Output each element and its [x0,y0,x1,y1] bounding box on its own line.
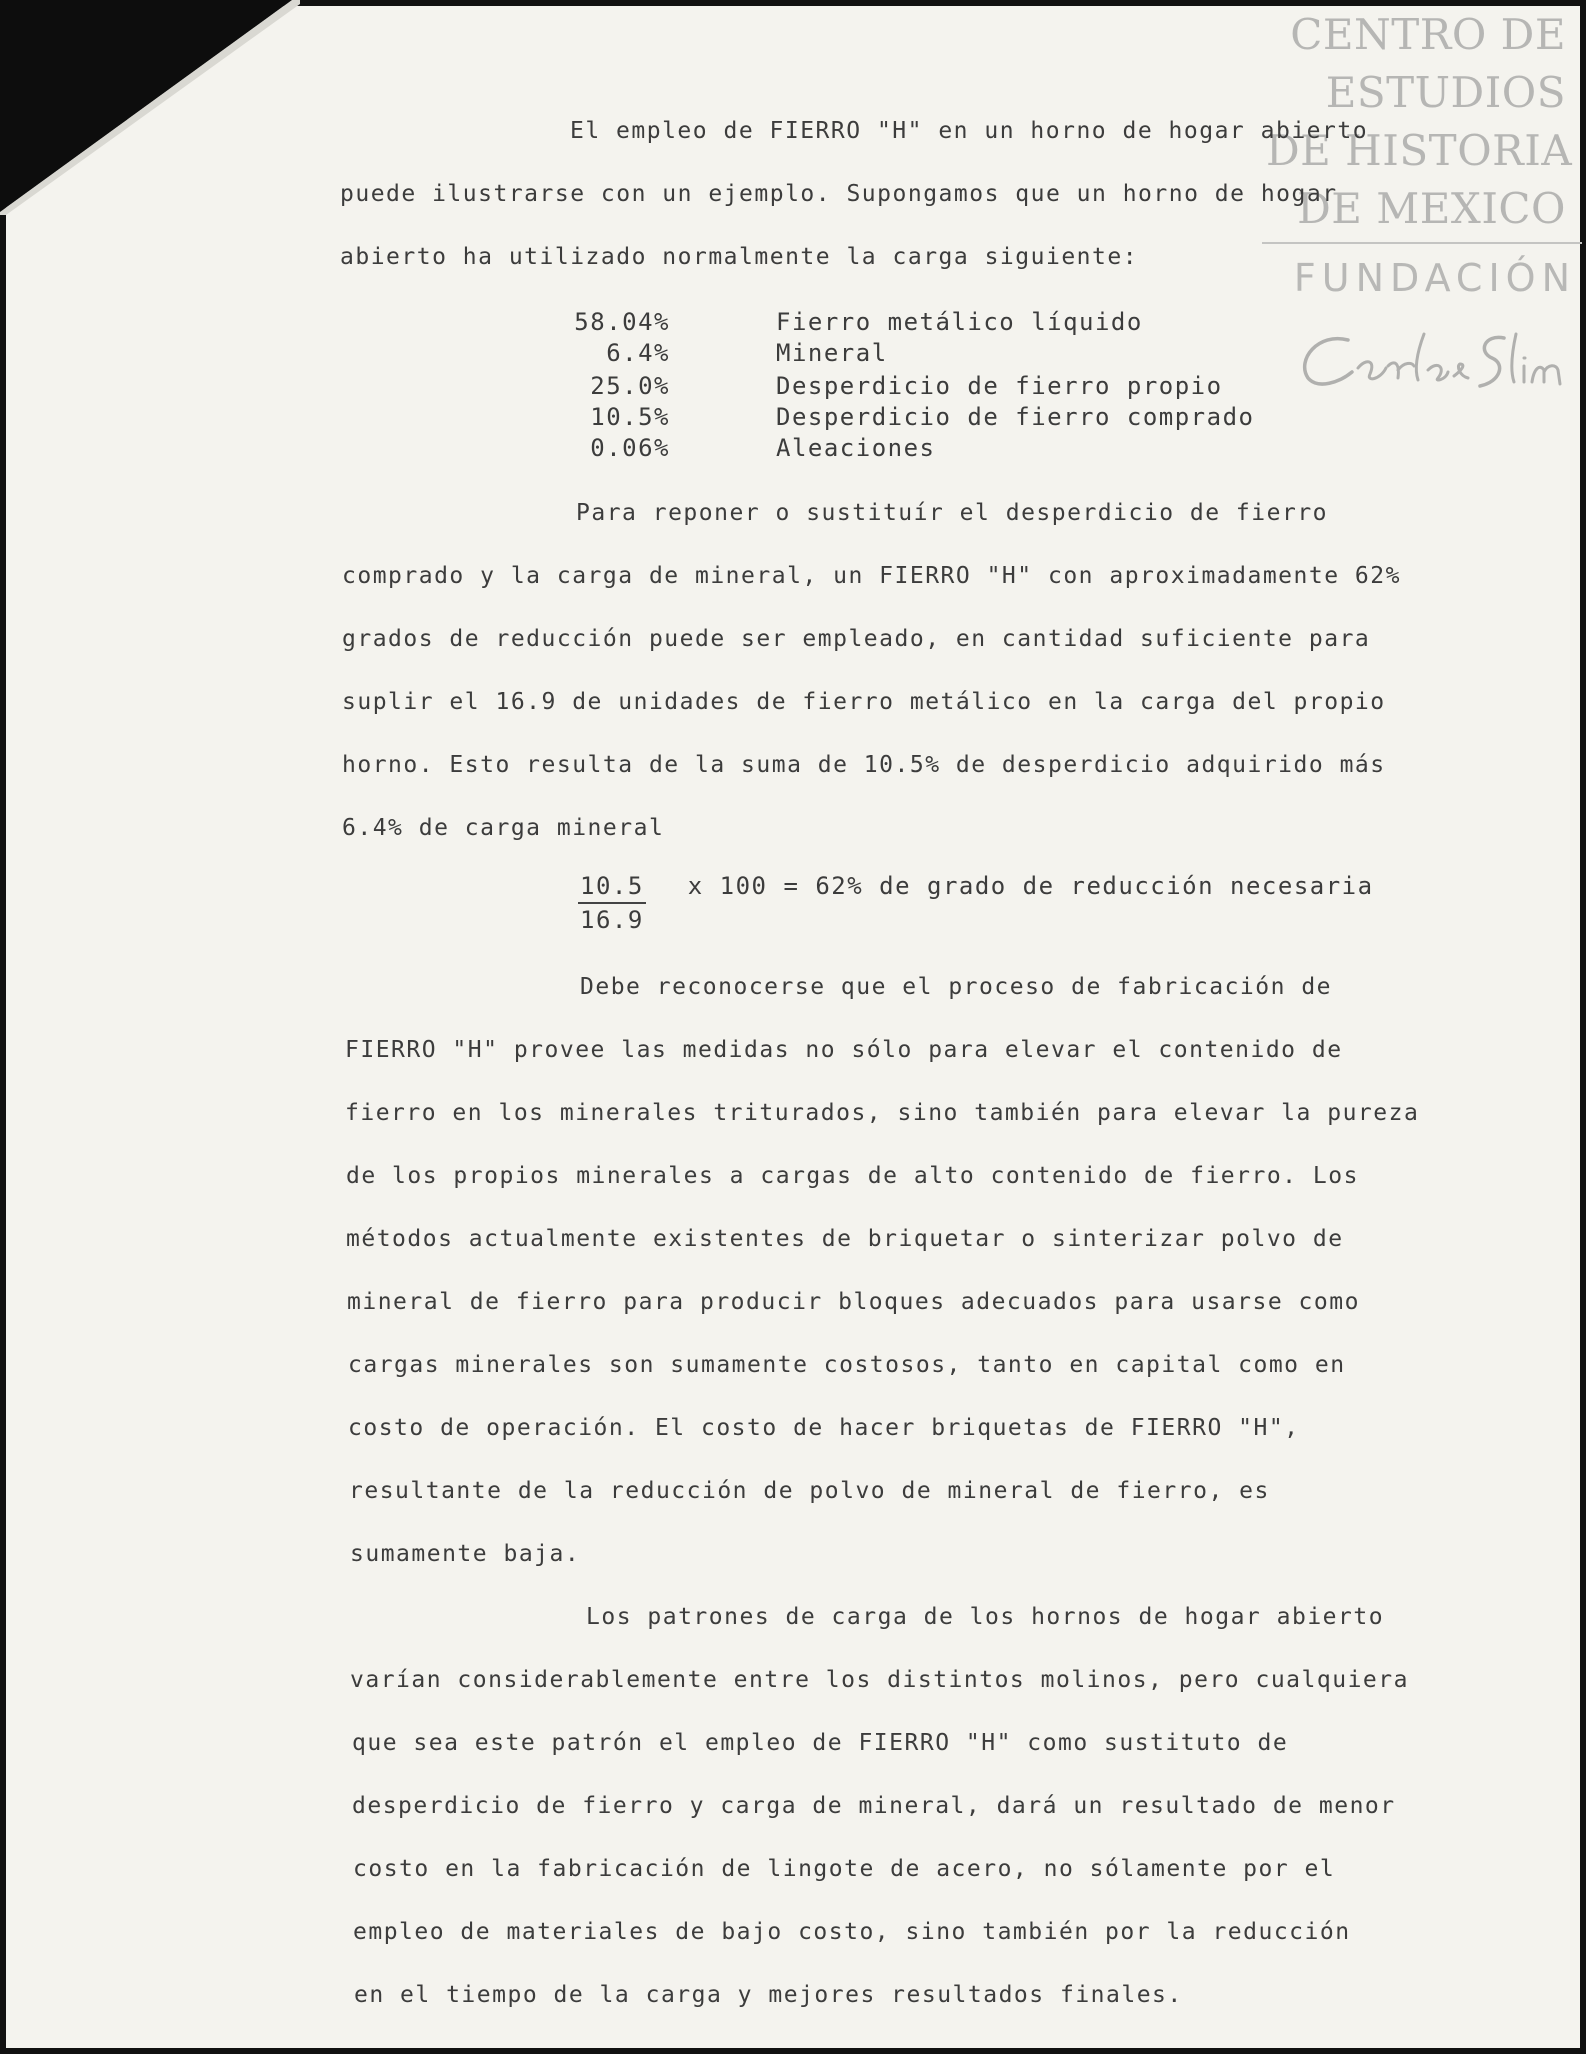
fraction-denominator: 16.9 [580,906,644,934]
paragraph-line: sumamente baja. [350,1541,581,1567]
paragraph-line: grados de reducción puede ser empleado, en cantidad suficiente para [342,626,1371,652]
paragraph-line: Para reponer o sustituír el desperdicio de fierro [576,500,1329,526]
reduction-formula [578,872,1374,934]
charge-description: Desperdicio de fierro propio [776,372,1223,400]
signature-logo [1278,320,1578,400]
paragraph-line: abierto ha utilizado normalmente la carga siguiente: [340,244,1139,270]
paragraph-line: en el tiempo de la carga y mejores resultados finales. [354,1982,1183,2008]
paragraph-line: Debe reconocerse que el proceso de fabricación de [580,974,1333,1000]
charge-percentage: 25.0% [590,372,670,400]
fraction [578,872,646,934]
paragraph-line: Los patrones de carga de los hornos de hogar abierto [586,1604,1385,1630]
charge-percentage: 0.06% [590,434,670,462]
paragraph-line: cargas minerales son sumamente costosos, tanto en capital como en [348,1352,1346,1378]
charge-description: Desperdicio de fierro comprado [776,403,1255,431]
paragraph-line: de los propios minerales a cargas de alto contenido de fierro. Los [346,1163,1359,1189]
paragraph-line: resultante de la reducción de polvo de mineral de fierro, es [349,1478,1270,1504]
paragraph-line: fierro en los minerales triturados, sino también para elevar la pureza [345,1100,1420,1126]
paragraph-line: que sea este patrón el empleo de FIERRO "H" como sustituto de [352,1730,1289,1756]
paragraph-line: mineral de fierro para producir bloques adecuados para usarse como [347,1289,1360,1315]
paragraph-line: suplir el 16.9 de unidades de fierro metálico en la carga del propio [342,689,1386,715]
paragraph-line: varían considerablemente entre los distintos molinos, pero cualquiera [350,1667,1409,1693]
charge-item [560,372,1223,400]
folded-corner [0,0,300,215]
paragraph-line: FIERRO "H" provee las medidas no sólo para elevar el contenido de [345,1037,1343,1063]
charge-item [560,339,888,367]
watermark-line: DE MEXICO [1297,184,1566,233]
paragraph-line: desperdicio de fierro y carga de mineral, dará un resultado de menor [352,1793,1396,1819]
formula-result: x 100 = 62% de grado de reducción necesaria [687,872,1374,900]
watermark-fundacion: FUNDACIÓN [1293,256,1576,300]
fraction-numerator: 10.5 [578,872,646,904]
watermark-line: CENTRO DE [1290,10,1566,59]
watermark-line: DE HISTORIA [1266,126,1573,175]
charge-item [560,403,1255,431]
paragraph-line: empleo de materiales de bajo costo, sino también por la reducción [353,1919,1351,1945]
charge-percentage: 58.04% [574,308,670,336]
paragraph-line: comprado y la carga de mineral, un FIERRO "H" con aproximadamente 62% [342,563,1401,589]
paragraph-line: métodos actualmente existentes de briquetar o sinterizar polvo de [346,1226,1344,1252]
charge-description: Mineral [776,339,888,367]
charge-description: Aleaciones [776,434,936,462]
charge-description: Fierro metálico líquido [776,308,1143,336]
paragraph-line: 6.4% de carga mineral [342,815,665,841]
watermark-line: ESTUDIOS [1325,68,1566,117]
charge-item [560,434,936,462]
paragraph-line: costo en la fabricación de lingote de acero, no sólamente por el [353,1856,1336,1882]
paragraph-line: costo de operación. El costo de hacer briquetas de FIERRO "H", [348,1415,1300,1441]
paragraph-line: puede ilustrarse con un ejemplo. Supongamos que un horno de hogar [340,181,1338,207]
paragraph-line: El empleo de FIERRO "H" en un horno de hogar abierto [570,118,1369,144]
charge-percentage: 6.4% [606,339,670,367]
charge-percentage: 10.5% [590,403,670,431]
charge-item [560,308,1143,336]
paragraph-line: horno. Esto resulta de la suma de 10.5% de desperdicio adquirido más [342,752,1386,778]
